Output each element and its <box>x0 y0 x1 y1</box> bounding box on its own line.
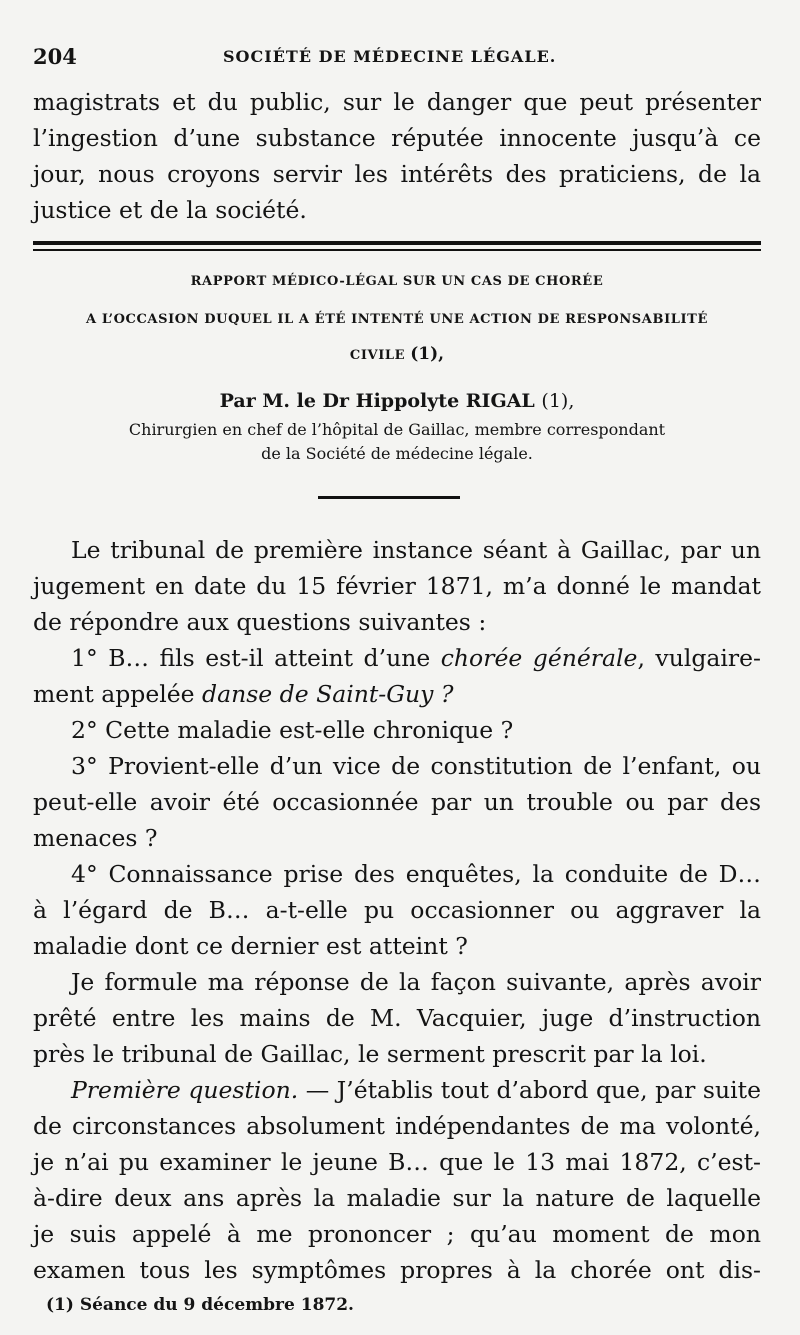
section-divider-thick <box>33 241 761 245</box>
text-line: à l’égard de B… a-t-elle pu occasionner ou aggraver la <box>33 896 761 924</box>
text-line: peut-elle avoir été occasionnée par un trouble ou par des <box>33 788 761 816</box>
text-line: Le tribunal de première instance séant à Gaillac, par un <box>71 536 761 564</box>
italic-term: danse de Saint-Guy ? <box>202 680 454 708</box>
page-number: 204 <box>33 44 77 69</box>
text-line: l’ingestion d’une substance réputée innocente jusqu’à ce <box>33 124 761 152</box>
text-line <box>33 640 761 676</box>
author-footnote-ref: (1), <box>541 390 575 412</box>
text-line: justice et de la société. <box>33 196 307 224</box>
article-title-line-1: RAPPORT MÉDICO-LÉGAL SUR UN CAS DE CHORÉE <box>190 274 604 289</box>
body-paragraph-3 <box>33 1072 761 1288</box>
text-run: — J’établis tout d’abord que, par suite <box>298 1076 761 1104</box>
section-divider-thin <box>33 249 761 251</box>
text-run: ment appelée <box>33 680 203 708</box>
text-line: jugement en date du 15 février 1871, m’a donné le mandat <box>33 572 761 600</box>
text-line: prêté entre les mains de M. Vacquier, juge d’instruction <box>33 1004 761 1032</box>
author-affiliation <box>33 418 761 466</box>
intro-paragraph <box>33 84 761 228</box>
text-line: de répondre aux questions suivantes : <box>33 608 487 636</box>
text-line: Je formule ma réponse de la façon suivante, après avoir <box>71 968 761 996</box>
body-paragraph-2 <box>33 964 761 1072</box>
text-line: maladie dont ce dernier est atteint ? <box>33 932 468 960</box>
text-line <box>33 676 761 712</box>
text-line <box>33 1072 761 1108</box>
question-4 <box>33 856 761 964</box>
text-line: magistrats et du public, sur le danger que peut présenter <box>33 88 761 116</box>
text-line: de circonstances absolument indépendantes de ma volonté, <box>33 1112 761 1140</box>
text-run: , vulgaire- <box>637 644 761 672</box>
title-text: CIVILE <box>349 348 406 363</box>
text-line: 4° Connaissance prise des enquêtes, la conduite de D… <box>71 860 761 888</box>
section-label: Première question. <box>71 1076 299 1104</box>
footnote-ref: (1), <box>410 344 445 364</box>
footnote: (1) Séance du 9 décembre 1872. <box>46 1295 354 1315</box>
page-header <box>33 44 760 74</box>
title-separator <box>318 496 460 499</box>
affiliation-line: de la Société de médecine légale. <box>261 444 533 463</box>
running-title: SOCIÉTÉ DE MÉDECINE LÉGALE. <box>223 47 557 66</box>
article-author <box>33 390 761 412</box>
question-3 <box>33 748 761 856</box>
italic-term: chorée générale <box>440 644 638 672</box>
text-line: menaces ? <box>33 824 158 852</box>
text-line: jour, nous croyons servir les intérêts des praticiens, de la <box>33 160 761 188</box>
text-run: 1° B… fils est-il atteint d’une <box>71 644 441 672</box>
text-line: examen tous les symptômes propres à la chorée ont dis- <box>33 1256 761 1284</box>
text-line: 3° Provient-elle d’un vice de constitution de l’enfant, ou <box>71 752 761 780</box>
text-line: je suis appelé à me prononcer ; qu’au moment de mon <box>33 1220 761 1248</box>
body-paragraph-1 <box>33 532 761 640</box>
text-line: à-dire deux ans après la maladie sur la nature de laquelle <box>33 1184 761 1212</box>
text-line: près le tribunal de Gaillac, le serment prescrit par la loi. <box>33 1040 707 1068</box>
article-title-line-2: A L’OCCASION DUQUEL IL A ÉTÉ INTENTÉ UNE ACTION DE RESPONSABILITÉ <box>86 312 708 327</box>
affiliation-line: Chirurgien en chef de l’hôpital de Gaillac, membre correspondant <box>128 420 666 439</box>
text-line: 2° Cette maladie est-elle chronique ? <box>71 716 514 744</box>
article-title-line-3 <box>33 344 761 364</box>
author-name: Par M. le Dr Hippolyte RIGAL <box>219 390 535 412</box>
question-1 <box>33 640 761 712</box>
text-line: je n’ai pu examiner le jeune B… que le 13 mai 1872, c’est- <box>33 1148 761 1176</box>
question-2 <box>33 712 761 748</box>
